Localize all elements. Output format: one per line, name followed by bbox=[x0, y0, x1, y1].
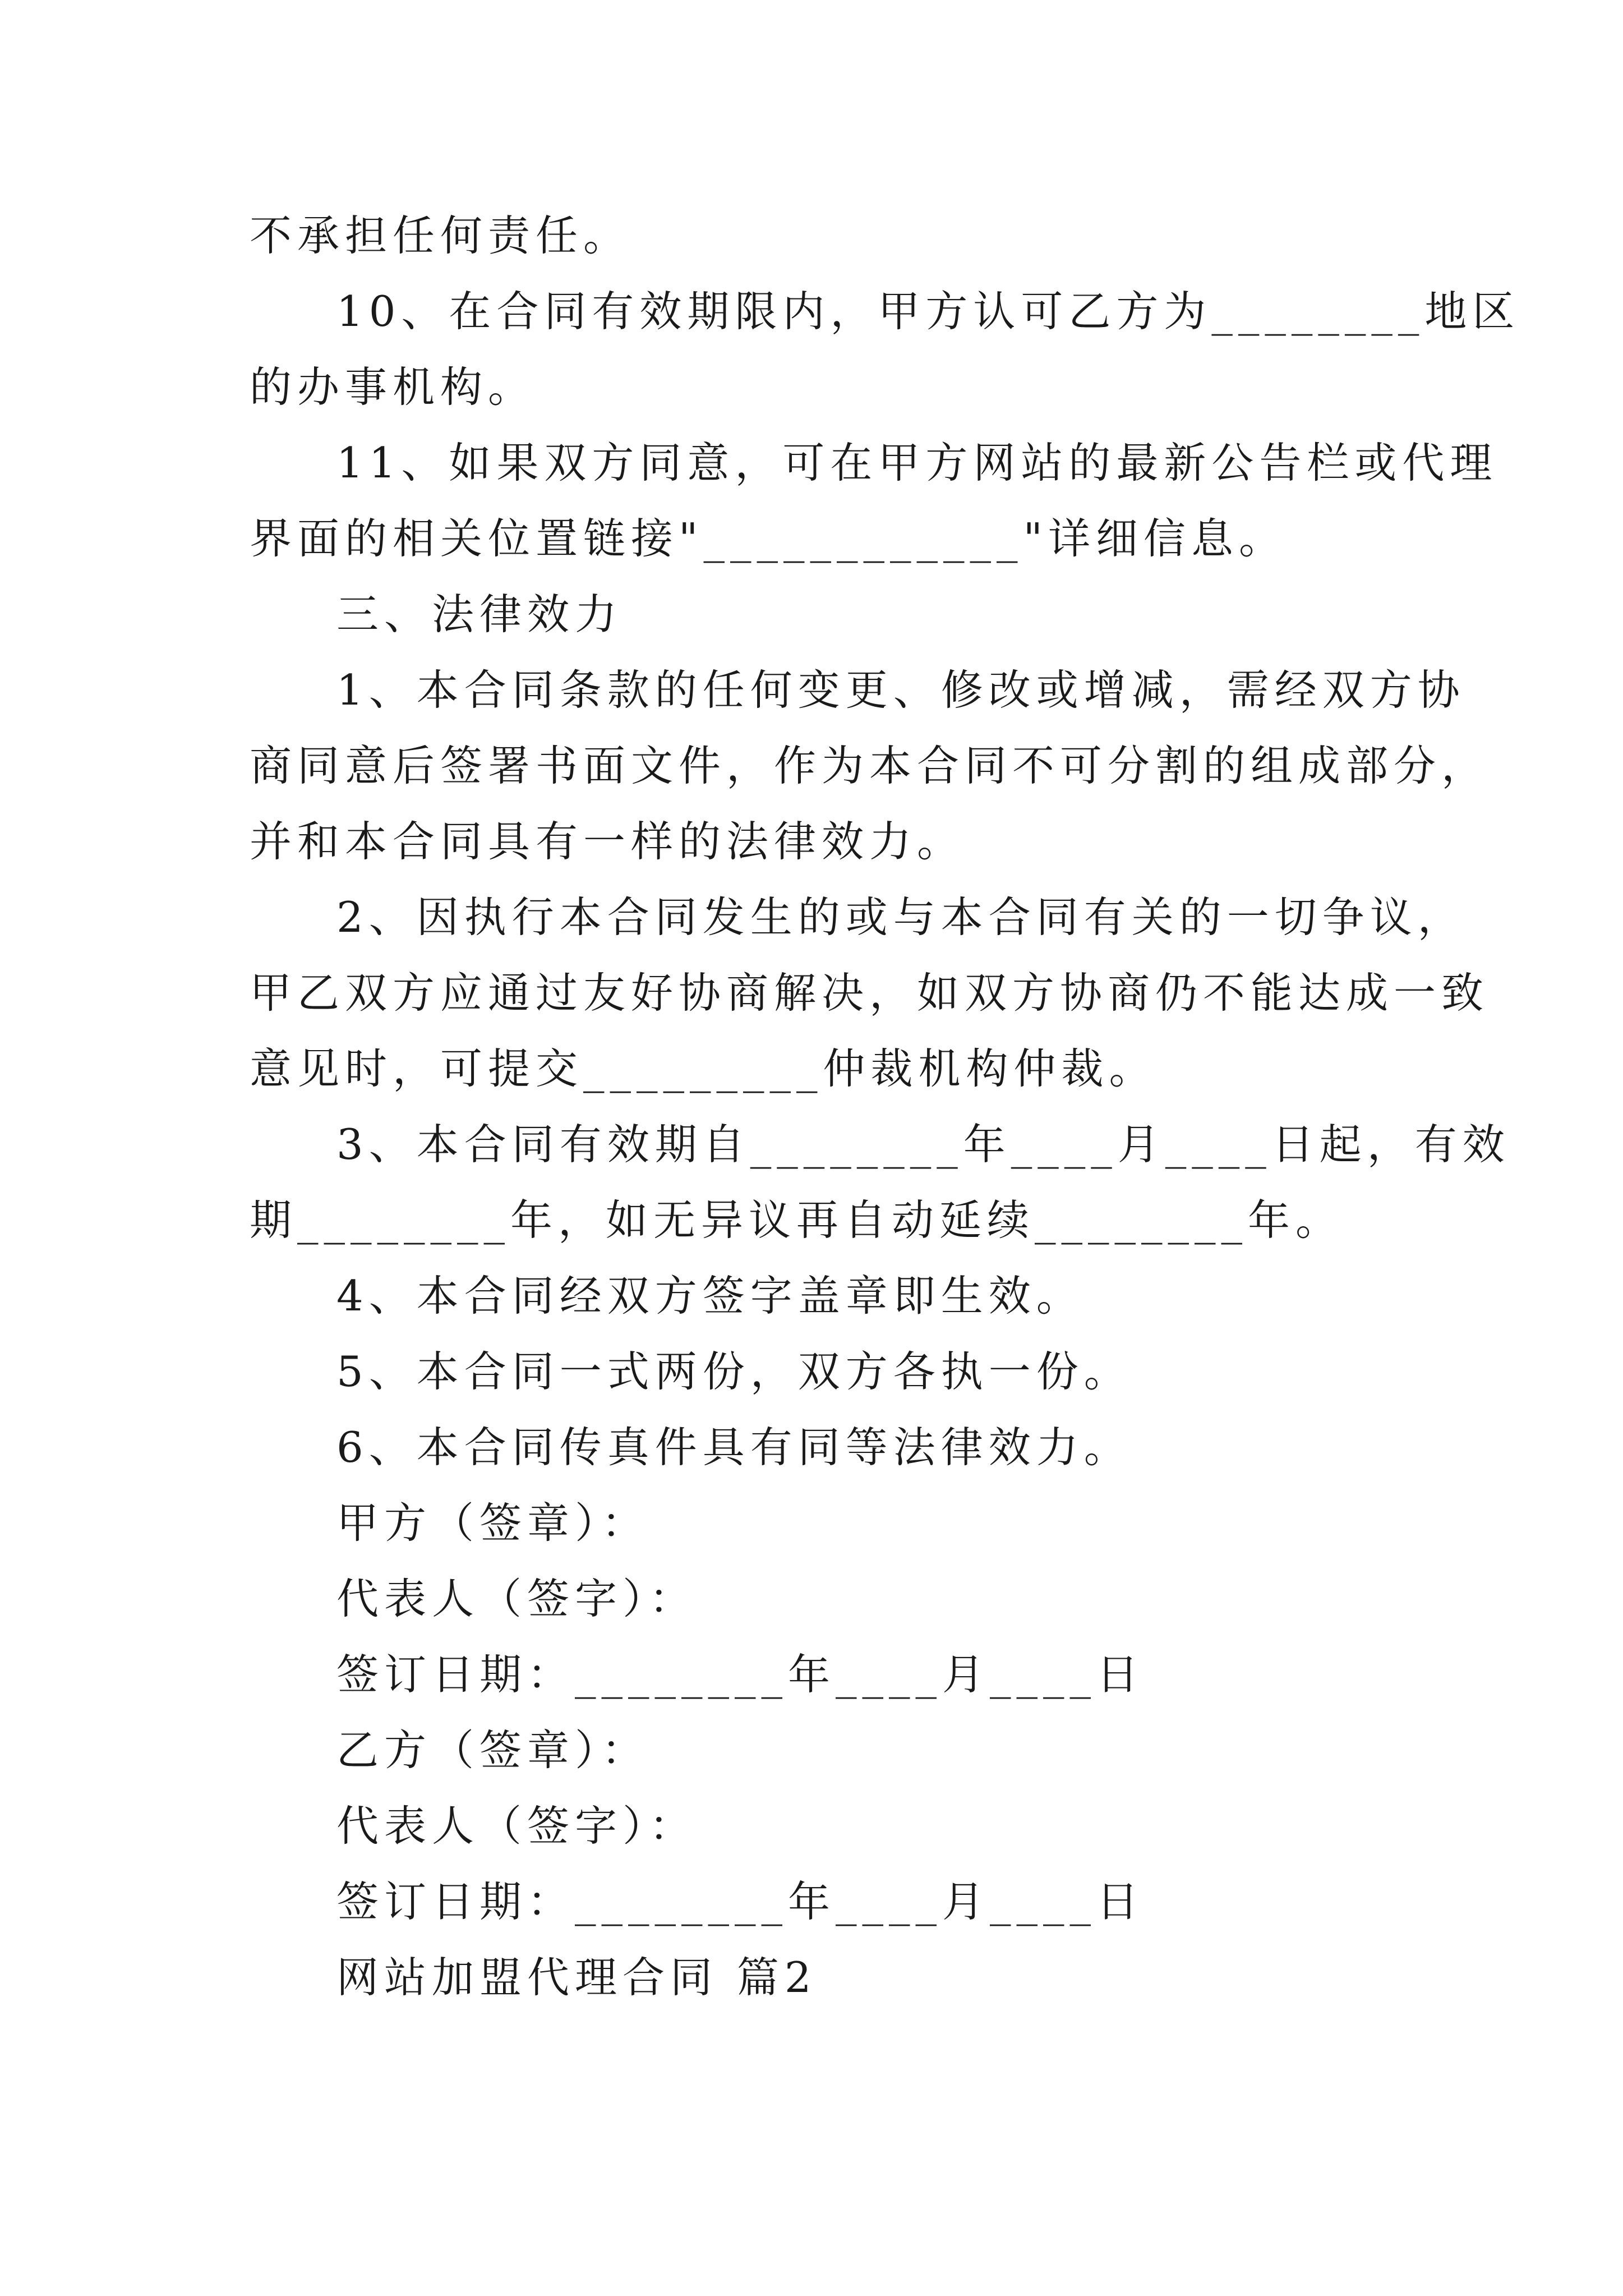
text-line-1: 不承担任何责任。 bbox=[250, 211, 631, 260]
legal-clause-1-line-2: 商同意后签署书面文件，作为本合同不可分割的组成部分， bbox=[250, 741, 1490, 790]
clause-10-line-2: 的办事机构。 bbox=[250, 362, 536, 412]
party-b-representative: 代表人（签字）： bbox=[336, 1801, 697, 1851]
legal-clause-6: 6、本合同传真件具有同等法律效力。 bbox=[336, 1423, 1132, 1472]
clause-10-line-1: 10、在合同有效期限内，甲方认可乙方为________地区 bbox=[336, 287, 1520, 336]
legal-clause-3-line-2: 期________年，如无异议再自动延续________年。 bbox=[250, 1195, 1344, 1245]
legal-clause-2-line-2: 甲乙双方应通过友好协商解决，如双方协商仍不能达成一致 bbox=[250, 968, 1490, 1018]
party-b-seal: 乙方（签章）： bbox=[336, 1726, 649, 1775]
party-b-sign-date: 签订日期：________年____月____日 bbox=[336, 1877, 1145, 1926]
legal-clause-3-line-1: 3、本合同有效期自________年____月____日起，有效 bbox=[336, 1120, 1510, 1169]
party-a-sign-date: 签订日期：________年____月____日 bbox=[336, 1650, 1145, 1699]
party-a-seal: 甲方（签章）： bbox=[336, 1498, 649, 1548]
legal-clause-2-line-1: 2、因执行本合同发生的或与本合同有关的一切争议， bbox=[336, 892, 1465, 942]
legal-clause-1-line-1: 1、本合同条款的任何变更、修改或增减，需经双方协 bbox=[336, 665, 1465, 715]
party-a-representative: 代表人（签字）： bbox=[336, 1574, 697, 1623]
legal-clause-4: 4、本合同经双方签字盖章即生效。 bbox=[336, 1271, 1084, 1320]
section-heading-legal-effect: 三、法律效力 bbox=[336, 590, 623, 639]
legal-clause-2-line-3: 意见时，可提交_________仲裁机构仲裁。 bbox=[250, 1044, 1157, 1093]
legal-clause-5: 5、本合同一式两份，双方各执一份。 bbox=[336, 1347, 1132, 1396]
clause-11-line-2: 界面的相关位置链接"____________"详细信息。 bbox=[250, 514, 1287, 563]
clause-11-line-1: 11、如果双方同意，可在甲方网站的最新公告栏或代理 bbox=[336, 438, 1498, 487]
next-contract-title: 网站加盟代理合同 篇2 bbox=[336, 1953, 817, 2002]
legal-clause-1-line-3: 并和本合同具有一样的法律效力。 bbox=[250, 817, 965, 866]
